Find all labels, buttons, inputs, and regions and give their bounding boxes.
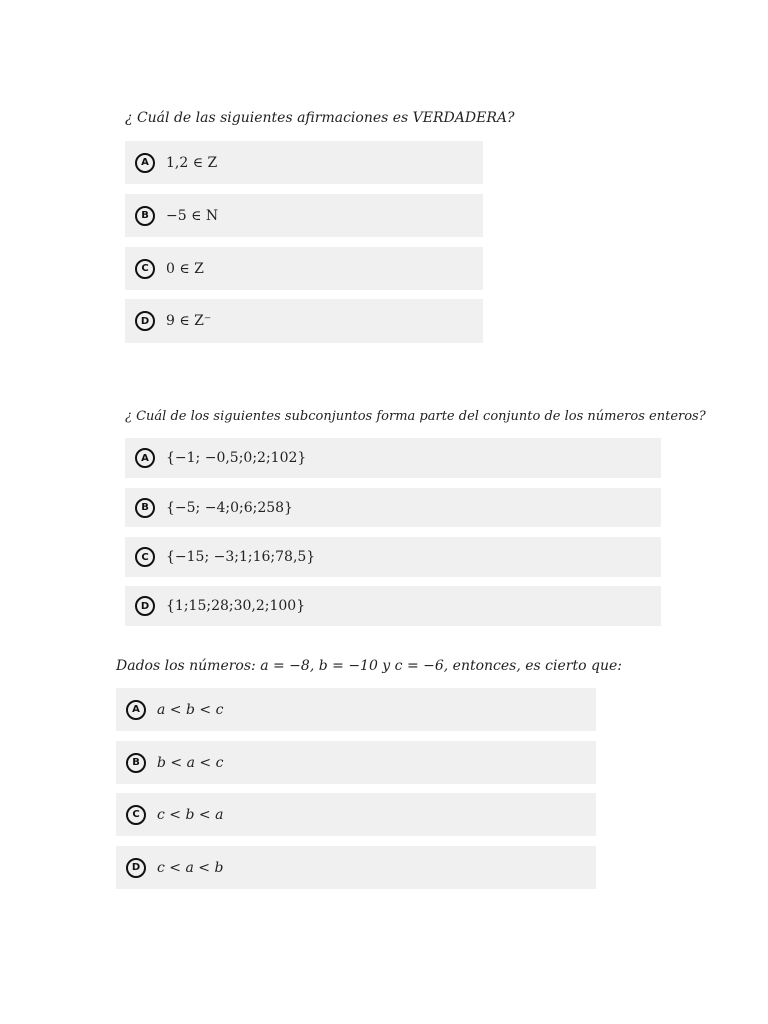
option-letter-badge: A [135,448,155,468]
option-text: −5 ∈ N [166,207,219,224]
option-letter-badge: B [126,753,146,773]
option-text: {−5; −4;0;6;258} [166,499,293,516]
option-letter-badge: C [135,547,155,567]
question-1-prompt: ¿ Cuál de las siguientes afirmaciones es VERDADERA? [125,110,515,126]
question-3-prompt: Dados los números: a = −8, b = −10 y c = −6, entonces, es cierto que: [116,658,622,674]
option-letter-badge: D [135,311,155,331]
option-text: c < b < a [157,806,224,823]
question-2-option-a[interactable] [125,438,661,478]
option-text: {1;15;28;30,2;100} [166,598,306,614]
question-1-option-d[interactable] [125,299,483,343]
option-letter-badge: C [126,805,146,825]
option-letter-badge: C [135,259,155,279]
option-letter-badge: A [126,700,146,720]
question-1 [125,108,515,348]
question-1-option-c[interactable] [125,247,483,290]
question-1-option-b[interactable] [125,194,483,237]
option-text: c < a < b [157,859,224,876]
question-3-option-b[interactable] [116,741,596,784]
question-2-option-c[interactable] [125,537,661,577]
option-text: b < a < c [157,754,224,771]
option-letter-badge: B [135,206,155,226]
option-text: 0 ∈ Z [166,260,204,277]
question-2-option-b[interactable] [125,488,661,527]
option-letter-badge: A [135,153,155,173]
option-text: {−15; −3;1;16;78,5} [166,549,316,565]
option-text: 1,2 ∈ Z [166,154,218,171]
option-letter-badge: B [135,498,155,518]
question-2-prompt: ¿ Cuál de los siguientes subconjuntos forma parte del conjunto de los números enteros? [125,409,706,424]
question-1-option-a[interactable] [125,141,483,184]
question-2 [125,407,706,629]
question-3-option-a[interactable] [116,688,596,731]
option-letter-badge: D [135,596,155,616]
option-text: {−1; −0,5;0;2;102} [166,450,307,466]
question-2-option-d[interactable] [125,586,661,626]
option-letter-badge: D [126,858,146,878]
question-3 [116,656,622,892]
option-text: 9 ∈ Z⁻ [166,313,212,329]
question-3-option-c[interactable] [116,793,596,836]
option-text: a < b < c [157,701,224,718]
question-3-option-d[interactable] [116,846,596,889]
